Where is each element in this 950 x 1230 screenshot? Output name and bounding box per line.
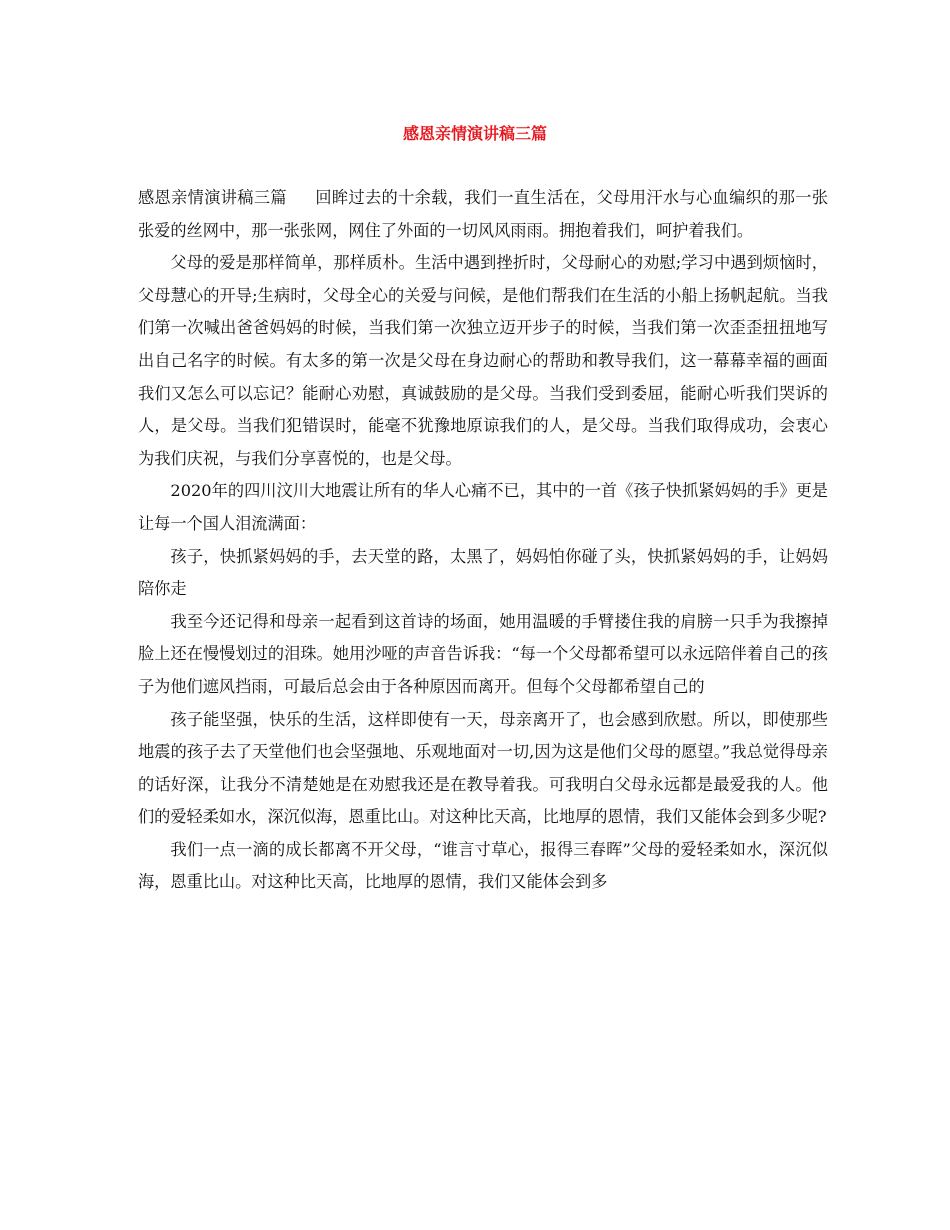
paragraph: 孩子能坚强，快乐的生活，这样即使有一天，母亲离开了，也会感到欣慰。所以，即使那些地震的孩子去了天堂他们也会坚强地、乐观地面对一切,因为这是他们父母的愿望。”我总觉得母亲的话好深，让我分不清楚她是在劝慰我还是在教导着我。可我明白父母永远都是最爱我的人。他们的爱轻柔如水，深沉似海，恩重比山。对这种比天高，比地厚的恩情，我们又能体会到多少呢? — [138, 709, 828, 827]
paragraph: 孩子，快抓紧妈妈的手，去天堂的路，太黑了，妈妈怕你碰了头，快抓紧妈妈的手，让妈妈陪你走 — [138, 546, 828, 599]
lead-label: 感恩亲情演讲稿三篇 — [138, 188, 287, 207]
lead-paragraph — [138, 182, 828, 247]
document-title: 感恩亲情演讲稿三篇 — [402, 124, 547, 143]
paragraph: 父母的爱是那样简单，那样质朴。生活中遇到挫折时，父母耐心的劝慰;学习中遇到烦恼时，父母慧心的开导;生病时，父母全心的关爱与问候，是他们帮我们在生活的小船上扬帆起航。当我们第一次喊出爸爸妈妈的时候，当我们第一次独立迈开步子的时候，当我们第一次歪歪扭扭地写出自己名字的时候。有太多的第一次是父母在身边耐心的帮助和教导我们，这一幕幕幸福的画面我们又怎么可以忘记？能耐心劝慰，真诚鼓励的是父母。当我们受到委屈，能耐心听我们哭诉的人，是父母。当我们犯错误时，能毫不犹豫地原谅我们的人，是父母。当我们取得成功，会衷心为我们庆祝，与我们分享喜悦的，也是父母。 — [138, 253, 828, 468]
paragraph: 我们一点一滴的成长都离不开父母，“谁言寸草心，报得三春晖”父母的爱轻柔如水，深沉似海，恩重比山。对这种比天高，比地厚的恩情，我们又能体会到多 — [138, 839, 828, 892]
document-body — [138, 182, 828, 899]
lead-text: 回眸过去的十余载，我们一直生活在，父母用汗水与心血编织的那一张张爱的丝网中，那一张张网，网住了外面的一切风风雨雨。拥抱着我们，呵护着我们。 — [138, 188, 829, 240]
paragraph: 2020年的四川汶川大地震让所有的华人心痛不已，其中的一首《孩子快抓紧妈妈的手》更是让每一个国人泪流满面： — [138, 481, 828, 533]
paragraph: 我至今还记得和母亲一起看到这首诗的场面，她用温暖的手臂搂住我的肩膀一只手为我擦掉脸上还在慢慢划过的泪珠。她用沙哑的声音告诉我：“每一个父母都希望可以永远陪伴着自己的孩子为他们遮风挡雨，可最后总会由于各种原因而离开。但每个父母都希望自己的 — [138, 611, 828, 696]
